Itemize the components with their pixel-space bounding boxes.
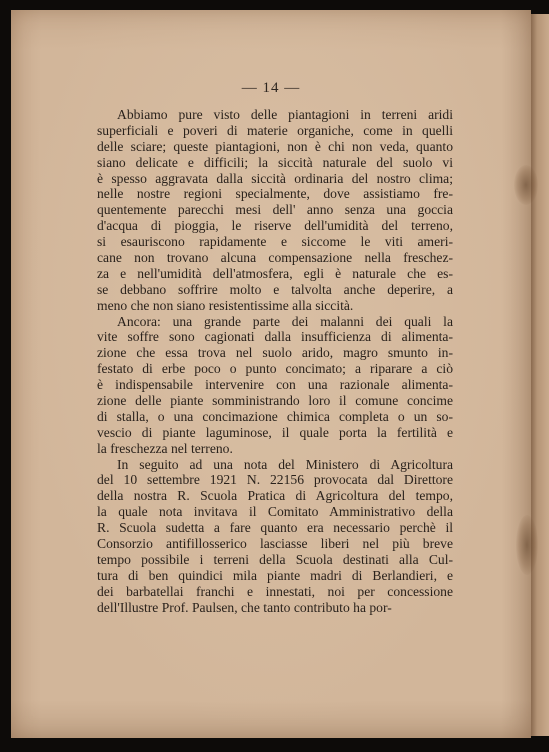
text-line: delle sciare; queste piantagioni, non è chi non veda, quanto [97, 138, 453, 154]
text-line: za e nell'umidità dell'atmosfera, egli è naturale che es- [97, 265, 453, 281]
text-line: d'acqua di pioggia, le riserve dell'umidità del terreno, [97, 218, 453, 234]
text-line: la freschezza nel terreno. [97, 440, 233, 456]
text-line: zione che essa trova nel suolo arido, magro smunto in- [97, 345, 453, 361]
text-line: Consorzio antifillosserico lasciasse liberi nel più breve [97, 536, 453, 552]
text-line: dell'Illustre Prof. Paulsen, che tanto contributo ha por- [97, 599, 392, 615]
paper-stain [516, 515, 538, 575]
text-line: meno che non siano resistentissime alla siccità. [97, 297, 354, 313]
body-text [97, 107, 453, 616]
text-line: della nostra R. Scuola Pratica di Agricoltura del tempo, [97, 488, 453, 504]
text-line: festato di erbe poco o punto concimato; a riparare a ciò [97, 361, 453, 377]
text-line: se debbano soffrire molto e talvolta anche deperire, a [97, 281, 453, 297]
text-line: del 10 settembre 1921 N. 22156 provocata dal Direttore [97, 472, 453, 488]
text-line: la quale nota invitava il Comitato Amministrativo della [97, 504, 453, 520]
text-line: vescio di piante laguminose, il quale porta la fertilità e [97, 424, 453, 440]
text-line: è spesso aggravata dalla siccità ordinaria del nostro clima; [97, 170, 453, 186]
page-number: — 14 — [241, 80, 301, 96]
text-line: In seguito ad una nota del Ministero di Agricoltura [117, 456, 453, 472]
adjacent-page-edge [531, 14, 549, 736]
text-line: Abbiamo pure visto delle piantagioni in terreni aridi [117, 107, 453, 122]
paper-stain [514, 165, 538, 205]
text-line: vite soffre sono cagionati dalla insufficienza di alimenta- [97, 329, 453, 345]
text-line: si esauriscono rapidamente e siccome le viti ameri- [97, 234, 453, 250]
text-line: zione delle piante somministrando loro il comune concime [97, 393, 453, 409]
text-line: nelle nostre regioni specialmente, dove assistiamo fre- [97, 186, 453, 202]
text-line: tura di ben quindici mila piante madri di Berlandieri, e [97, 567, 453, 583]
text-line: quentemente parecchi mesi dell' anno senza una goccia [97, 202, 453, 218]
text-line: è indispensabile intervenire con una razionale alimenta- [97, 377, 453, 393]
text-line: cane non trovano alcuna compensazione nella freschez- [97, 250, 453, 266]
text-line: Ancora: una grande parte dei malanni dei quali la [117, 313, 453, 329]
paragraph [97, 107, 453, 314]
paragraph [97, 314, 453, 457]
paragraph [97, 457, 453, 616]
text-line: siano delicate e difficili; la siccità naturale del suolo vi [97, 154, 453, 170]
text-line: superficiali e poveri di materie organiche, come in quelli [97, 122, 453, 138]
text-line: di stalla, o una concimazione chimica completa o un so- [97, 408, 453, 424]
text-line: tempo possibile i terreni della Scuola destinati alla Cul- [97, 551, 453, 567]
text-line: dei barbatellai franchi e innestati, noi per concessione [97, 583, 453, 599]
text-line: R. Scuola sudetta a fare quanto era necessario perchè il [97, 520, 453, 536]
